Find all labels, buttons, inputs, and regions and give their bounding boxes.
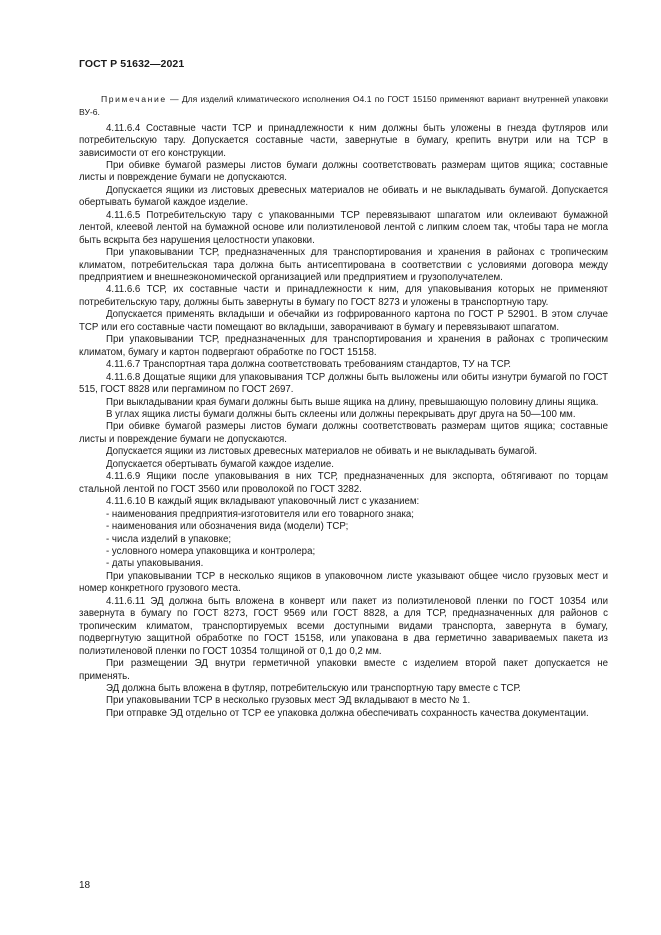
paragraph: Допускается применять вкладыши и обечайки из гофрированного картона по ГОСТ Р 52901. В этом случае ТСР или его составные части помещают во вкладыши, заворачивают в бумагу и перевязывают шпагатом.	[79, 309, 608, 333]
page-number: 18	[79, 880, 91, 891]
paragraph: - условного номера упаковщика и контролера;	[106, 546, 316, 557]
paragraph: ЭД должна быть вложена в футляр, потребительскую или транспортную тару вместе с ТСР.	[106, 682, 521, 694]
paragraph: При упаковывании ТСР в несколько грузовых мест ЭД вкладывают в место № 1.	[106, 695, 471, 707]
paragraph: 4.11.6.9 Ящики после упаковывания в них ТСР, предназначенных для экспорта, обтягивают по торцам стальной лентой по ГОСТ 3560 или проволокой по ГОСТ 3282.	[79, 471, 608, 495]
paragraph: Допускается ящики из листовых древесных материалов не обивать и не выкладывать бумагой.	[106, 446, 538, 458]
paragraph: При упаковывании ТСР, предназначенных для транспортирования и хранения в районах с тропическим климатом, потребительская тара должна быть антисептирована в соответствии с условиями договора между предприятием и внешнеэкономической организацией или предприятием и грузополучателем.	[79, 247, 608, 284]
paragraph: - числа изделий в упаковке;	[106, 533, 232, 545]
paragraph-list	[79, 123, 608, 721]
paragraph: 4.11.6.11 ЭД должна быть вложена в конверт или пакет из полиэтиленовой пленки по ГОСТ 10354 или завернута в бумагу по ГОСТ 8273, ГОСТ 9569 или ГОСТ 8828, а для ТСР, предназначенных для районов с тропическим климатом, транспортируемых всеми доступными видами транспорта, завернута в бумагу, подвергнутую защитной обработке по ГОСТ 15158, или упакована в два герметично завариваемых пакета из полиэтиленовой пленки по ГОСТ 10354 толщиной от 0,1 до 0,2 мм.	[79, 595, 608, 657]
paragraph: При обивке бумагой размеры листов бумаги должны соответствовать размерам щитов ящика; составные листы и повреждение бумаги не допускаются.	[79, 159, 608, 184]
paragraph: - наименования или обозначения вида (модели) ТСР;	[106, 521, 349, 533]
paragraph: 4.11.6.7 Транспортная тара должна соответствовать требованиям стандартов, ТУ на ТСР.	[106, 359, 511, 371]
paragraph: - наименования предприятия-изготовителя или его товарного знака;	[106, 508, 414, 520]
paragraph: 4.11.6.6 ТСР, их составные части и принадлежности к ним, для упаковывания которых не применяют потребительскую тару, должны быть завернуты в бумагу по ГОСТ 8273 и уложены в транспортную тару.	[79, 284, 608, 308]
paragraph: При размещении ЭД внутри герметичной упаковки вместе с изделием второй пакет допускается не применять.	[79, 658, 608, 682]
paragraph: При упаковывании ТСР, предназначенных для транспортирования и хранения в районах с тропическим климатом, бумагу и картон подвергают обработке по ГОСТ 15158.	[79, 334, 608, 358]
paragraph: 4.11.6.5 Потребительскую тару с упакованными ТСР перевязывают шпагатом или оклеивают бумажной лентой, клеевой лентой на бумажной основе или полиэтиленовой лентой с липким слоем так, чтобы тара не могла быть вскрыта без нарушения целостности упаковки.	[79, 209, 608, 246]
paragraph: При обивке бумагой размеры листов бумаги должны соответствовать размерам щитов ящика; составные листы и повреждение бумаги не допускаются.	[79, 421, 608, 445]
paragraph: Допускается обертывать бумагой каждое изделие.	[106, 458, 334, 470]
paragraph: При упаковывании ТСР в несколько ящиков в упаковочном листе указывают общее число грузовых мест и номер конкретного грузового места.	[79, 570, 608, 595]
note-label: Примечание	[101, 94, 167, 104]
note-text: — Для изделий климатического исполнения О4.1 по ГОСТ 15150 применяют вариант внутренней упаковки ВУ-6.	[79, 94, 609, 117]
paragraph: 4.11.6.8 Дощатые ящики для упаковывания ТСР должны быть выложены или обиты изнутри бумагой по ГОСТ 515, ГОСТ 8828 или пергамином по ГОСТ 2697.	[79, 371, 608, 396]
paragraph: - даты упаковывания.	[106, 558, 204, 570]
paragraph: При выкладывании края бумаги должны быть выше ящика на длину, превышающую половину длины ящика.	[106, 396, 599, 408]
paragraph: 4.11.6.10 В каждый ящик вкладывают упаковочный лист с указанием:	[106, 496, 420, 508]
note	[79, 93, 608, 119]
paragraph: В углах ящика листы бумаги должны быть склеены или должны перекрывать друг друга на 50—100 мм.	[106, 409, 576, 421]
paragraph: Допускается ящики из листовых древесных материалов не обивать и не выкладывать бумагой. Допускается обертывать бумагой каждое изделие.	[79, 184, 608, 209]
document-header: ГОСТ Р 51632—2021	[79, 58, 185, 70]
paragraph: 4.11.6.4 Составные части ТСР и принадлежности к ним должны быть уложены в гнезда футляров или потребительскую тару. Допускается составные части, завернутые в бумагу, крепить внутри или на ТСР в зависимости от его конструкции.	[79, 122, 608, 159]
page-body	[79, 93, 608, 720]
paragraph: При отправке ЭД отдельно от ТСР ее упаковка должна обеспечивать сохранность качества документации.	[106, 707, 589, 719]
